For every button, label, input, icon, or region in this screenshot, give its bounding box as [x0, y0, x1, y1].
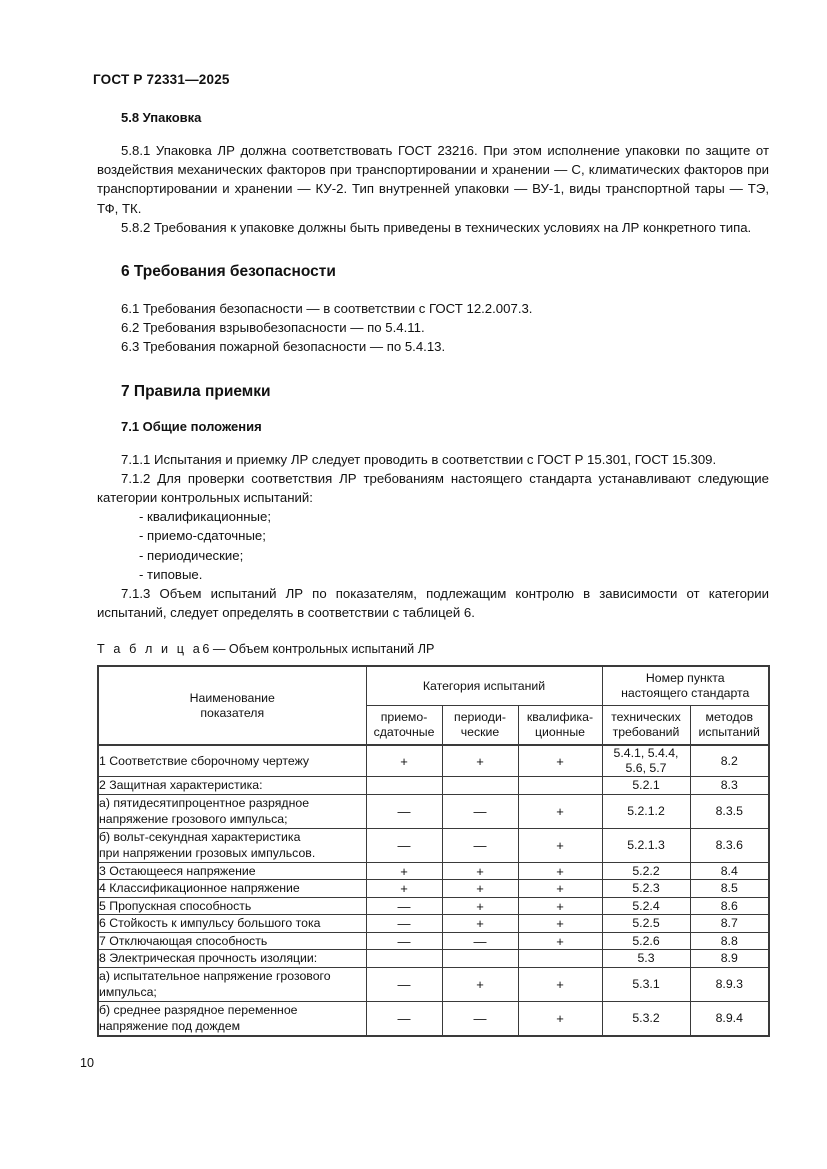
list-item: - периодические; — [139, 547, 244, 563]
running-header: ГОСТ Р 72331—2025 — [93, 72, 230, 87]
cell-qualification: + — [518, 880, 602, 898]
cell-acceptance: — — [366, 967, 442, 1001]
cell-text-line: 5.2.1.3 — [627, 837, 665, 852]
cell-periodic: — — [442, 1001, 518, 1036]
cell-qualification — [518, 777, 602, 795]
cell-text-line: 5.2.2 — [632, 863, 660, 878]
cell-qualification: + — [518, 967, 602, 1001]
table-row — [98, 862, 769, 880]
page-number: 10 — [80, 1056, 95, 1070]
cell-tech-req — [602, 880, 690, 898]
cell-acceptance: — — [366, 932, 442, 950]
cell-text-line: при напряжении грозовых импульсов. — [99, 846, 316, 861]
paragraph-5-8-1: 5.8.1 Упаковка ЛР должна соответствовать ГОСТ 23216. При этом исполнение упаковки по защите от воздействия механических факторов при транспортировании и хранении — С, климатических факторов при транспортировании и хранении — КУ-2. Тип внутренней упаковки — ВУ-1, виды транспортной тары — ТЭ, ТФ, ТК. — [97, 143, 769, 216]
cell-indicator-name — [98, 880, 366, 898]
cell-text-line: 8.9.3 — [715, 976, 743, 991]
header-test-methods-line2: испытаний — [698, 725, 760, 740]
cell-periodic — [442, 777, 518, 795]
cell-text-line: 8.2 — [720, 753, 738, 768]
heading-7: 7 Правила приемки — [121, 382, 271, 400]
cell-text-line: 5.3 — [637, 951, 655, 966]
header-name-line2: показателя — [200, 705, 265, 720]
header-clause-line1: Номер пункта — [645, 671, 725, 686]
cell-indicator-name — [98, 915, 366, 933]
cell-tech-req — [602, 950, 690, 968]
cell-indicator-name — [98, 777, 366, 795]
cell-test-methods — [690, 828, 769, 862]
table-row — [98, 880, 769, 898]
table-row — [98, 794, 769, 828]
table-row — [98, 1001, 769, 1036]
header-periodic — [442, 706, 518, 746]
cell-text-line: 7 Отключающая способность — [99, 933, 268, 948]
table-caption — [97, 640, 769, 658]
cell-qualification: + — [518, 862, 602, 880]
cell-text-line: 8.7 — [720, 916, 738, 931]
header-qualification-line1: квалифика- — [526, 710, 594, 725]
cell-indicator-name — [98, 897, 366, 915]
paragraph-7-1-2: 7.1.2 Для проверки соответствия ЛР требованиям настоящего стандарта устанавливают следующие категории контрольных испытаний: — [97, 470, 769, 506]
heading-7-1: 7.1 Общие положения — [121, 418, 262, 434]
cell-test-methods — [690, 794, 769, 828]
cell-text-line: 8 Электрическая прочность изоляции: — [99, 951, 318, 966]
table-6 — [97, 665, 770, 1037]
cell-tech-req — [602, 897, 690, 915]
list-item: - квалификационные; — [139, 509, 271, 525]
cell-tech-req — [602, 745, 690, 777]
header-clause-group — [602, 666, 769, 706]
list-item: - типовые. — [139, 566, 203, 582]
cell-qualification: + — [518, 932, 602, 950]
cell-acceptance — [366, 950, 442, 968]
cell-test-methods — [690, 950, 769, 968]
spacer — [97, 237, 769, 261]
header-tech-req-line2: требований — [612, 725, 680, 740]
header-periodic-line1: периоди- — [454, 710, 506, 725]
spacer — [97, 403, 769, 417]
header-name-line1: Наименование — [189, 690, 275, 705]
cell-indicator-name — [98, 794, 366, 828]
table-row — [98, 745, 769, 777]
cell-tech-req — [602, 915, 690, 933]
header-category-group: Категория испытаний — [366, 666, 602, 706]
cell-tech-req — [602, 777, 690, 795]
cell-text-line: 5.6, 5.7 — [625, 761, 667, 776]
spacer — [97, 357, 769, 381]
cell-text-line: а) испытательное напряжение грозового — [99, 968, 331, 983]
cell-text-line: 2 Защитная характеристика: — [99, 778, 263, 793]
table-head — [98, 666, 769, 745]
table-row — [98, 967, 769, 1001]
paragraph-6-2: 6.2 Требования взрывобезопасности — по 5.4.11. — [121, 320, 425, 336]
header-periodic-line2: ческие — [460, 725, 500, 740]
cell-acceptance — [366, 777, 442, 795]
cell-tech-req — [602, 932, 690, 950]
heading-5-8: 5.8 Упаковка — [121, 110, 202, 125]
cell-acceptance: + — [366, 880, 442, 898]
header-qualification-line2: ционные — [534, 725, 585, 740]
cell-text-line: 8.4 — [720, 863, 738, 878]
paragraph-6-1: 6.1 Требования безопасности — в соответствии с ГОСТ 12.2.007.3. — [121, 301, 533, 317]
paragraph-7-1-1: 7.1.1 Испытания и приемку ЛР следует проводить в соответствии с ГОСТ Р 15.301, ГОСТ 15.309. — [121, 451, 717, 467]
heading-6: 6 Требования безопасности — [121, 263, 336, 281]
cell-text-line: 5.3.1 — [632, 976, 660, 991]
cell-text-line: 5.2.1.2 — [627, 803, 665, 818]
cell-test-methods — [690, 915, 769, 933]
cell-qualification: + — [518, 897, 602, 915]
table-row — [98, 777, 769, 795]
table-row — [98, 915, 769, 933]
cell-text-line: 8.3.6 — [715, 837, 743, 852]
cell-text-line: 5.2.4 — [632, 898, 660, 913]
paragraph-7-1-3: 7.1.3 Объем испытаний ЛР по показателям, подлежащим контролю в зависимости от категории испытаний, следует определять в соответствии с таблицей 6. — [97, 586, 769, 621]
cell-tech-req — [602, 862, 690, 880]
header-clause-line2: настоящего стандарта — [621, 686, 750, 701]
paragraph-6-3: 6.3 Требования пожарной безопасности — по 5.4.13. — [121, 339, 446, 355]
cell-text-line: 5.2.6 — [632, 933, 660, 948]
cell-text-line: 5.4.1, 5.4.4, — [613, 746, 679, 761]
cell-text-line: 8.6 — [720, 898, 738, 913]
cell-text-line: 8.9 — [720, 951, 738, 966]
header-tech-req — [602, 706, 690, 746]
table-row — [98, 897, 769, 915]
cell-text-line: 4 Классификационное напряжение — [99, 881, 300, 896]
cell-text-line: напряжение грозового импульса; — [99, 812, 288, 827]
cell-test-methods — [690, 777, 769, 795]
spacer — [97, 127, 769, 141]
cell-periodic: + — [442, 880, 518, 898]
cell-text-line: 5.3.2 — [632, 1010, 660, 1025]
cell-text-line: импульса; — [99, 985, 157, 1000]
cell-qualification: + — [518, 794, 602, 828]
cell-indicator-name — [98, 932, 366, 950]
cell-test-methods — [690, 932, 769, 950]
cell-text-line: б) вольт-секундная характеристика — [99, 829, 301, 844]
cell-acceptance: — — [366, 1001, 442, 1036]
cell-text-line: 8.5 — [720, 881, 738, 896]
spacer — [97, 622, 769, 640]
cell-tech-req — [602, 828, 690, 862]
cell-qualification — [518, 950, 602, 968]
cell-acceptance: + — [366, 862, 442, 880]
cell-text-line: напряжение под дождем — [99, 1019, 241, 1034]
cell-indicator-name — [98, 967, 366, 1001]
cell-periodic: + — [442, 915, 518, 933]
header-test-methods — [690, 706, 769, 746]
header-qualification — [518, 706, 602, 746]
header-tech-req-line1: технических — [611, 710, 681, 725]
cell-text-line: 3 Остающееся напряжение — [99, 863, 256, 878]
cell-acceptance: — — [366, 794, 442, 828]
cell-test-methods — [690, 880, 769, 898]
table-row — [98, 828, 769, 862]
cell-periodic: — — [442, 794, 518, 828]
list-item: - приемо-сдаточные; — [139, 528, 266, 544]
cell-test-methods — [690, 897, 769, 915]
header-acceptance-line1: приемо- — [380, 710, 428, 725]
cell-indicator-name — [98, 745, 366, 777]
cell-qualification: + — [518, 915, 602, 933]
spacer — [97, 436, 769, 450]
cell-indicator-name — [98, 828, 366, 862]
cell-periodic — [442, 950, 518, 968]
table-caption-word: Т а б л и ц а — [97, 642, 203, 657]
table-caption-rest: 6 — Объем контрольных испытаний ЛР — [202, 642, 435, 657]
cell-text-line: 5.2.1 — [632, 778, 660, 793]
cell-test-methods — [690, 1001, 769, 1036]
cell-text-line: а) пятидесятипроцентное разрядное — [99, 795, 310, 810]
header-test-methods-line1: методов — [705, 710, 753, 725]
cell-test-methods — [690, 862, 769, 880]
cell-indicator-name — [98, 950, 366, 968]
cell-periodic: + — [442, 862, 518, 880]
cell-qualification: + — [518, 1001, 602, 1036]
header-acceptance — [366, 706, 442, 746]
cell-tech-req — [602, 1001, 690, 1036]
table-header-row-1 — [98, 666, 769, 706]
cell-periodic: + — [442, 967, 518, 1001]
cell-acceptance: — — [366, 828, 442, 862]
cell-acceptance: + — [366, 745, 442, 777]
cell-test-methods — [690, 967, 769, 1001]
table-row — [98, 950, 769, 968]
header-name — [98, 666, 366, 745]
cell-text-line: 5.2.5 — [632, 916, 660, 931]
header-acceptance-line2: сдаточные — [373, 725, 435, 740]
cell-periodic: — — [442, 932, 518, 950]
cell-text-line: 8.8 — [720, 933, 738, 948]
cell-periodic: + — [442, 897, 518, 915]
cell-text-line: 6 Стойкость к импульсу большого тока — [99, 916, 321, 931]
cell-tech-req — [602, 794, 690, 828]
cell-acceptance: — — [366, 897, 442, 915]
page-content — [97, 108, 769, 1037]
table-body — [98, 745, 769, 1036]
cell-text-line: 8.9.4 — [715, 1010, 743, 1025]
cell-text-line: б) среднее разрядное переменное — [99, 1002, 298, 1017]
paragraph-5-8-2: 5.8.2 Требования к упаковке должны быть приведены в технических условиях на ЛР конкретного типа. — [121, 219, 752, 235]
spacer — [97, 283, 769, 299]
cell-text-line: 5 Пропускная способность — [99, 898, 252, 913]
cell-text-line: 8.3 — [720, 778, 738, 793]
cell-tech-req — [602, 967, 690, 1001]
cell-indicator-name — [98, 1001, 366, 1036]
cell-text-line: 1 Соответствие сборочному чертежу — [99, 754, 310, 769]
cell-text-line: 8.3.5 — [715, 803, 743, 818]
cell-qualification: + — [518, 828, 602, 862]
cell-indicator-name — [98, 862, 366, 880]
cell-periodic: — — [442, 828, 518, 862]
cell-text-line: 5.2.3 — [632, 881, 660, 896]
cell-periodic: + — [442, 745, 518, 777]
table-row — [98, 932, 769, 950]
cell-test-methods — [690, 745, 769, 777]
cell-qualification: + — [518, 745, 602, 777]
cell-acceptance: — — [366, 915, 442, 933]
